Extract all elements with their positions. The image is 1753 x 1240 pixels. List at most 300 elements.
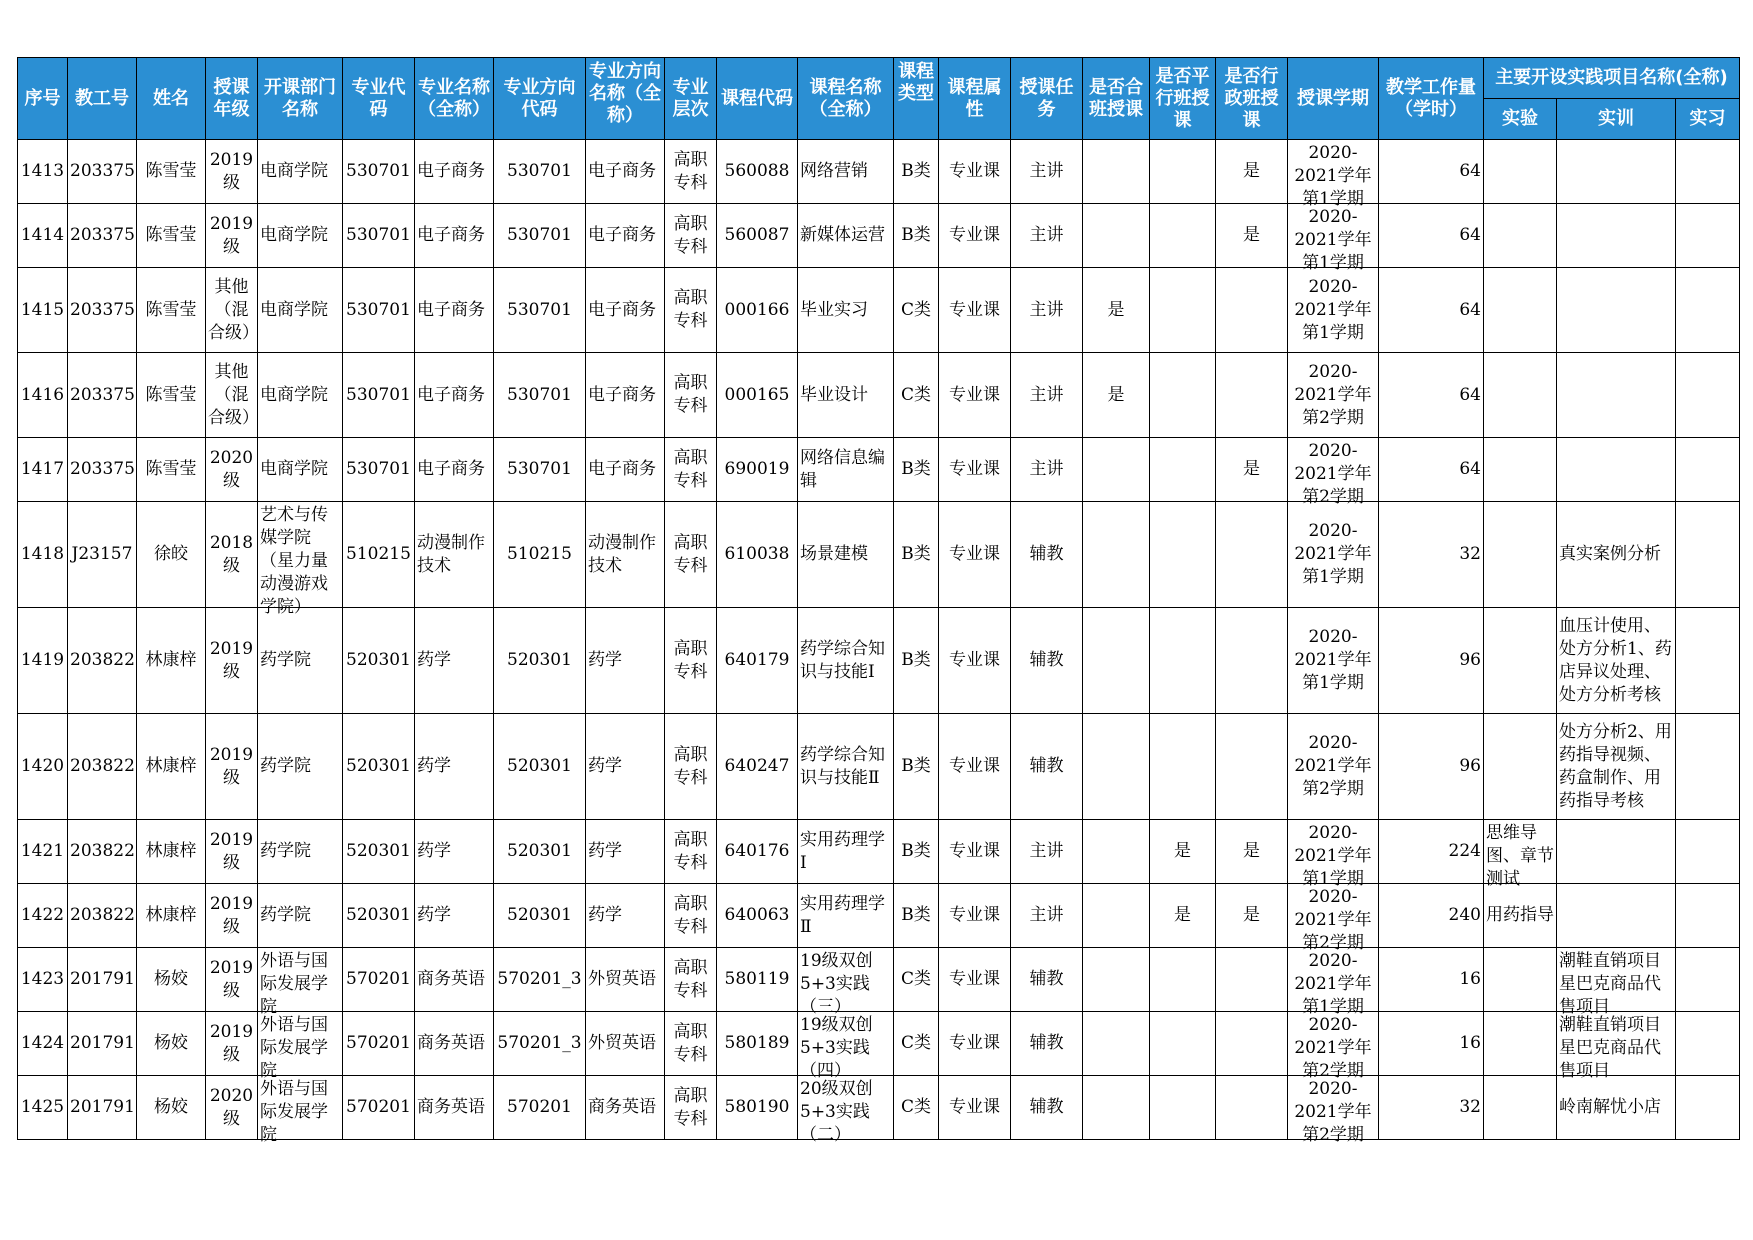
cell-course-name: [798, 608, 894, 714]
cell-seq-text: 1415: [20, 299, 65, 320]
cell-direction-code-text: 530701: [507, 299, 572, 320]
cell-major-name-text: 电子商务: [417, 161, 485, 181]
cell-semester: [1288, 438, 1379, 507]
cell-workload: [1379, 502, 1484, 608]
header-seq: 序号: [18, 58, 68, 140]
cell-seq: [18, 268, 68, 353]
cell-course-code: [717, 1012, 798, 1076]
cell-major-code: [343, 820, 415, 884]
cell-direction-name: [586, 1076, 665, 1140]
cell-name: [137, 502, 206, 608]
cell-task-text: 辅教: [1029, 650, 1064, 670]
header-major-name: 专业名称（全称）: [415, 58, 494, 140]
cell-admin-class-text: 是: [1243, 161, 1260, 181]
cell-major-code-text: 530701: [346, 161, 411, 181]
cell-major-code: [343, 714, 415, 820]
cell-parallel: [1150, 1012, 1216, 1076]
cell-major-code: [343, 268, 415, 353]
cell-grade: [206, 140, 258, 204]
cell-course-type: [894, 1076, 939, 1140]
cell-direction-name-text: 电子商务: [588, 225, 656, 245]
cell-task: [1011, 884, 1083, 948]
cell-name: [137, 438, 206, 502]
header-direction-code: 专业方向代码: [494, 58, 586, 140]
cell-major-name-text: 电子商务: [417, 299, 485, 320]
cell-training: [1557, 884, 1676, 948]
cell-task: [1011, 1012, 1083, 1076]
cell-seq-text: 1417: [20, 459, 65, 479]
cell-internship: [1676, 884, 1740, 948]
cell-course-attr-text: 专业课: [949, 650, 1000, 670]
cell-seq-text: 1423: [20, 969, 65, 989]
cell-task: [1011, 353, 1083, 438]
cell-semester: [1288, 204, 1379, 273]
cell-course-code-text: 640179: [724, 650, 790, 670]
cell-dept: [258, 948, 343, 1017]
cell-course-type-text: C类: [900, 1033, 931, 1053]
cell-workload-text: 64: [1459, 161, 1481, 181]
cell-workload: [1379, 140, 1484, 204]
cell-level-text: 高职专科: [673, 957, 708, 1001]
cell-major-name-text: 药学: [417, 756, 451, 776]
cell-course-code-text: 640063: [724, 905, 790, 925]
cell-semester: [1288, 353, 1379, 438]
table-row: [18, 608, 1740, 714]
header-course-name: 课程名称（全称）: [798, 58, 894, 140]
cell-course-code-text: 560088: [724, 161, 790, 181]
cell-internship: [1676, 948, 1740, 1012]
cell-dept: [258, 884, 343, 948]
cell-level-text: 高职专科: [673, 532, 708, 576]
cell-experiment: [1484, 608, 1557, 714]
cell-major-name-text: 动漫制作技术: [417, 532, 485, 576]
cell-task: [1011, 608, 1083, 714]
table-row: [18, 820, 1740, 884]
cell-direction-name-text: 药学: [588, 650, 622, 670]
cell-major-code-text: 510215: [346, 544, 411, 564]
cell-semester-text: 2020-2021学年第2学期: [1294, 361, 1372, 428]
table-row: [18, 884, 1740, 948]
header-semester: 授课学期: [1288, 58, 1379, 140]
cell-direction-name-text: 动漫制作技术: [588, 532, 656, 576]
cell-seq-text: 1420: [20, 756, 65, 776]
cell-direction-name-text: 外贸英语: [588, 969, 656, 989]
cell-workload: [1379, 353, 1484, 438]
cell-experiment-text: 用药指导: [1486, 905, 1554, 925]
cell-course-attr: [939, 140, 1011, 204]
cell-direction-code: [494, 714, 586, 820]
cell-course-type-text: C类: [900, 299, 931, 320]
cell-staff-id: [68, 353, 137, 438]
cell-course-attr: [939, 438, 1011, 502]
cell-semester: [1288, 714, 1379, 820]
cell-seq-text: 1421: [20, 841, 65, 861]
cell-course-attr-text: 专业课: [949, 225, 1000, 245]
cell-seq-text: 1422: [20, 905, 65, 925]
cell-major-code: [343, 1076, 415, 1140]
cell-training-text: 处方分析2、用药指导视频、药盒制作、用药指导考核: [1559, 721, 1672, 811]
cell-dept: [258, 502, 343, 617]
cell-name-text: 陈雪莹: [145, 384, 197, 405]
cell-workload: [1379, 268, 1484, 353]
cell-staff-id-text: 203375: [70, 459, 135, 479]
cell-course-code-text: 580190: [724, 1097, 790, 1117]
cell-level: [665, 140, 717, 204]
cell-dept-text: 电商学院: [260, 161, 328, 181]
cell-parallel-text: 是: [1174, 841, 1191, 861]
header-direction-name: [586, 58, 665, 140]
cell-course-attr-text: 专业课: [949, 161, 1000, 181]
cell-name-text: 陈雪莹: [145, 161, 197, 181]
cell-direction-code-text: 530701: [507, 459, 572, 479]
cell-direction-code: [494, 1076, 586, 1140]
header-dept: 开课部门名称: [258, 58, 343, 140]
cell-direction-code: [494, 502, 586, 608]
cell-semester-text: 2020-2021学年第2学期: [1294, 886, 1372, 953]
cell-course-type: [894, 353, 939, 438]
cell-course-name: [798, 948, 894, 1017]
cell-major-code: [343, 438, 415, 502]
cell-training: [1557, 502, 1676, 608]
cell-dept-text: 药学院: [260, 905, 311, 925]
cell-task-text: 主讲: [1029, 459, 1064, 479]
cell-course-type: [894, 820, 939, 884]
cell-course-code: [717, 204, 798, 268]
cell-major-code-text: 570201: [346, 1097, 411, 1117]
cell-staff-id: [68, 714, 137, 820]
cell-workload: [1379, 714, 1484, 820]
cell-grade: [206, 608, 258, 714]
cell-direction-name-text: 电子商务: [588, 161, 656, 181]
cell-experiment: [1484, 268, 1557, 353]
table-header: [18, 58, 1740, 140]
cell-direction-name-text: 电子商务: [588, 384, 656, 405]
cell-grade-text: 2019级: [209, 638, 254, 682]
cell-seq: [18, 353, 68, 438]
cell-direction-code-text: 570201_3: [497, 969, 582, 989]
cell-course-attr-text: 专业课: [949, 384, 1000, 405]
cell-parallel: [1150, 353, 1216, 438]
cell-major-code-text: 520301: [346, 650, 411, 670]
cell-course-attr-text: 专业课: [949, 756, 1000, 776]
cell-course-type-text: B类: [901, 841, 931, 861]
cell-staff-id-text: 203822: [70, 756, 135, 776]
cell-major-code-text: 520301: [346, 841, 411, 861]
cell-course-name-text: 药学综合知识与技能Ⅱ: [800, 744, 885, 788]
cell-course-type-text: B类: [901, 161, 931, 181]
cell-staff-id: [68, 820, 137, 884]
cell-level: [665, 714, 717, 820]
cell-experiment: [1484, 204, 1557, 268]
header-direction-name-text: 专业方向名称（全称）: [589, 60, 661, 126]
cell-course-name: [798, 353, 894, 438]
cell-combined: [1083, 884, 1150, 948]
cell-major-code: [343, 1012, 415, 1076]
cell-course-type-text: B类: [901, 905, 931, 925]
cell-seq: [18, 204, 68, 268]
cell-direction-code-text: 520301: [507, 841, 572, 861]
cell-parallel: [1150, 268, 1216, 353]
cell-course-code: [717, 884, 798, 948]
cell-course-code-text: 640176: [724, 841, 790, 861]
cell-course-name: [798, 268, 894, 353]
cell-level-text: 高职专科: [673, 149, 708, 193]
cell-name: [137, 820, 206, 884]
cell-direction-code-text: 530701: [507, 225, 572, 245]
cell-major-code: [343, 353, 415, 438]
cell-grade-text: 2019级: [209, 149, 254, 193]
table-row: [18, 353, 1740, 438]
cell-direction-code: [494, 140, 586, 204]
cell-course-type: [894, 884, 939, 948]
cell-major-name-text: 药学: [417, 905, 451, 925]
cell-level: [665, 884, 717, 948]
cell-course-name-text: 实用药理学Ⅰ: [800, 829, 885, 873]
cell-direction-code-text: 520301: [507, 756, 572, 776]
cell-major-name-text: 商务英语: [417, 969, 485, 989]
cell-training-text: 岭南解忧小店: [1559, 1097, 1661, 1117]
cell-staff-id-text: 201791: [70, 1033, 135, 1053]
cell-course-type-text: B类: [901, 650, 931, 670]
cell-major-code-text: 520301: [346, 905, 411, 925]
cell-parallel: [1150, 820, 1216, 884]
cell-semester: [1288, 608, 1379, 714]
cell-dept-text: 外语与国际发展学院: [260, 950, 328, 1017]
cell-level: [665, 948, 717, 1012]
cell-training: [1557, 948, 1676, 1017]
cell-course-name: [798, 204, 894, 268]
cell-name: [137, 140, 206, 204]
cell-experiment: [1484, 884, 1557, 948]
cell-seq-text: 1416: [20, 384, 65, 405]
header-combined: 是否合班授课: [1083, 58, 1150, 140]
table-row: [18, 438, 1740, 502]
cell-training-text: 潮鞋直销项目星巴克商品代售项目: [1559, 950, 1661, 1017]
cell-direction-name: [586, 608, 665, 714]
header-course-type: [894, 58, 939, 140]
cell-major-code-text: 570201: [346, 1033, 411, 1053]
cell-staff-id-text: 201791: [70, 969, 135, 989]
cell-parallel: [1150, 948, 1216, 1012]
cell-workload-text: 32: [1459, 1097, 1481, 1117]
cell-workload-text: 16: [1459, 1033, 1481, 1053]
cell-grade: [206, 948, 258, 1012]
cell-training: [1557, 268, 1676, 353]
cell-admin-class-text: 是: [1243, 905, 1260, 925]
table-row: [18, 948, 1740, 1012]
cell-seq-text: 1418: [20, 544, 65, 564]
cell-level-text: 高职专科: [673, 447, 708, 491]
cell-course-name: [798, 502, 894, 608]
cell-seq: [18, 884, 68, 948]
cell-direction-code: [494, 884, 586, 948]
cell-direction-code: [494, 353, 586, 438]
cell-course-type-text: B类: [901, 756, 931, 776]
cell-level-text: 高职专科: [673, 1085, 708, 1129]
cell-semester-text: 2020-2021学年第1学期: [1294, 142, 1372, 209]
cell-staff-id: [68, 268, 137, 353]
cell-major-code: [343, 948, 415, 1012]
cell-direction-name-text: 商务英语: [588, 1097, 656, 1117]
cell-semester: [1288, 1012, 1379, 1081]
cell-course-name-text: 毕业设计: [800, 384, 868, 405]
cell-name: [137, 1012, 206, 1076]
header-grade: 授课年级: [206, 58, 258, 140]
cell-name-text: 杨姣: [154, 1097, 188, 1117]
cell-course-name-text: 毕业实习: [800, 299, 868, 320]
cell-dept: [258, 820, 343, 884]
cell-level: [665, 608, 717, 714]
cell-workload: [1379, 438, 1484, 502]
cell-level-text: 高职专科: [673, 213, 708, 257]
cell-course-attr-text: 专业课: [949, 459, 1000, 479]
cell-combined: [1083, 353, 1150, 438]
cell-combined: [1083, 268, 1150, 353]
cell-training-text: 潮鞋直销项目星巴克商品代售项目: [1559, 1014, 1661, 1081]
cell-semester-text: 2020-2021学年第1学期: [1294, 627, 1372, 693]
cell-workload-text: 240: [1448, 905, 1481, 925]
cell-name: [137, 1076, 206, 1140]
cell-major-name: [415, 1076, 494, 1140]
cell-course-attr-text: 专业课: [949, 544, 1000, 564]
cell-direction-name: [586, 948, 665, 1012]
cell-course-type: [894, 204, 939, 268]
cell-direction-name-text: 药学: [588, 905, 622, 925]
cell-task: [1011, 502, 1083, 608]
cell-workload-text: 16: [1459, 969, 1481, 989]
cell-training: [1557, 1076, 1676, 1140]
cell-seq: [18, 1076, 68, 1140]
cell-training: [1557, 1012, 1676, 1081]
cell-training-text: 真实案例分析: [1559, 544, 1661, 564]
cell-course-code-text: 580119: [724, 969, 790, 989]
cell-combined: [1083, 140, 1150, 204]
cell-name: [137, 948, 206, 1012]
cell-name-text: 陈雪莹: [145, 299, 197, 320]
cell-internship: [1676, 353, 1740, 438]
cell-combined-text: 是: [1107, 299, 1125, 320]
cell-internship: [1676, 1012, 1740, 1076]
cell-direction-code: [494, 1012, 586, 1076]
cell-admin-class: [1216, 140, 1288, 204]
cell-grade: [206, 353, 258, 438]
cell-task: [1011, 204, 1083, 268]
cell-internship: [1676, 268, 1740, 353]
cell-workload-text: 96: [1459, 650, 1481, 670]
cell-staff-id-text: 201791: [70, 1097, 135, 1117]
cell-name: [137, 353, 206, 438]
cell-dept-text: 电商学院: [260, 459, 328, 479]
cell-direction-code: [494, 948, 586, 1012]
cell-dept: [258, 268, 343, 353]
cell-course-type: [894, 948, 939, 1012]
cell-course-code-text: 560087: [724, 225, 790, 245]
cell-admin-class: [1216, 714, 1288, 820]
cell-course-name-text: 20级双创5+3实践（二）: [800, 1078, 873, 1145]
cell-grade-text: 2019级: [209, 213, 254, 257]
cell-course-code-text: 610038: [724, 544, 790, 564]
cell-experiment: [1484, 714, 1557, 820]
cell-course-name-text: 网络营销: [800, 161, 868, 181]
cell-staff-id-text: 203822: [70, 650, 135, 670]
cell-name: [137, 268, 206, 353]
cell-direction-name: [586, 268, 665, 353]
cell-staff-id: [68, 438, 137, 502]
cell-course-code: [717, 140, 798, 204]
cell-dept: [258, 608, 343, 714]
cell-course-type: [894, 1012, 939, 1076]
cell-level: [665, 1076, 717, 1140]
cell-combined: [1083, 714, 1150, 820]
cell-level-text: 高职专科: [673, 288, 708, 331]
cell-staff-id: [68, 502, 137, 608]
cell-parallel: [1150, 608, 1216, 714]
cell-major-name: [415, 140, 494, 204]
cell-workload: [1379, 884, 1484, 948]
cell-direction-code-text: 570201: [507, 1097, 572, 1117]
cell-grade-text: 其他（混合级）: [208, 361, 259, 428]
cell-semester: [1288, 140, 1379, 209]
cell-direction-code: [494, 820, 586, 884]
cell-experiment: [1484, 948, 1557, 1012]
cell-grade: [206, 268, 258, 353]
cell-seq: [18, 948, 68, 1012]
cell-level-text: 高职专科: [673, 638, 708, 682]
cell-direction-code-text: 520301: [507, 905, 572, 925]
cell-major-name-text: 电子商务: [417, 384, 485, 405]
cell-task: [1011, 438, 1083, 502]
cell-course-type: [894, 608, 939, 714]
cell-training: [1557, 353, 1676, 438]
cell-level-text: 高职专科: [673, 744, 708, 788]
cell-direction-name: [586, 502, 665, 608]
cell-semester: [1288, 884, 1379, 953]
cell-direction-name: [586, 204, 665, 268]
cell-semester: [1288, 948, 1379, 1017]
cell-grade: [206, 438, 258, 502]
cell-course-code: [717, 502, 798, 608]
cell-name-text: 林康梓: [145, 841, 197, 861]
cell-level: [665, 438, 717, 502]
cell-course-attr: [939, 1076, 1011, 1140]
cell-course-attr-text: 专业课: [949, 841, 1000, 861]
cell-combined: [1083, 1012, 1150, 1076]
cell-semester: [1288, 502, 1379, 608]
cell-course-attr: [939, 353, 1011, 438]
cell-workload-text: 96: [1459, 756, 1481, 776]
cell-direction-code: [494, 608, 586, 714]
cell-direction-name: [586, 1012, 665, 1076]
cell-direction-code-text: 570201_3: [497, 1033, 582, 1053]
cell-task-text: 辅教: [1029, 969, 1064, 989]
cell-workload: [1379, 204, 1484, 268]
cell-semester-text: 2020-2021学年第2学期: [1294, 440, 1372, 507]
cell-direction-code: [494, 268, 586, 353]
cell-course-name-text: 药学综合知识与技能Ⅰ: [800, 638, 885, 682]
cell-level: [665, 1012, 717, 1076]
cell-course-name: [798, 1076, 894, 1145]
cell-seq: [18, 438, 68, 502]
cell-course-type-text: B类: [901, 225, 931, 245]
cell-course-attr-text: 专业课: [949, 1097, 1000, 1117]
cell-grade-text: 2019级: [209, 957, 254, 1001]
cell-course-name-text: 网络信息编辑: [800, 447, 885, 491]
cell-course-type: [894, 268, 939, 353]
cell-seq-text: 1419: [20, 650, 65, 670]
cell-dept: [258, 140, 343, 204]
cell-seq-text: 1414: [20, 225, 65, 245]
cell-major-name-text: 电子商务: [417, 459, 485, 479]
